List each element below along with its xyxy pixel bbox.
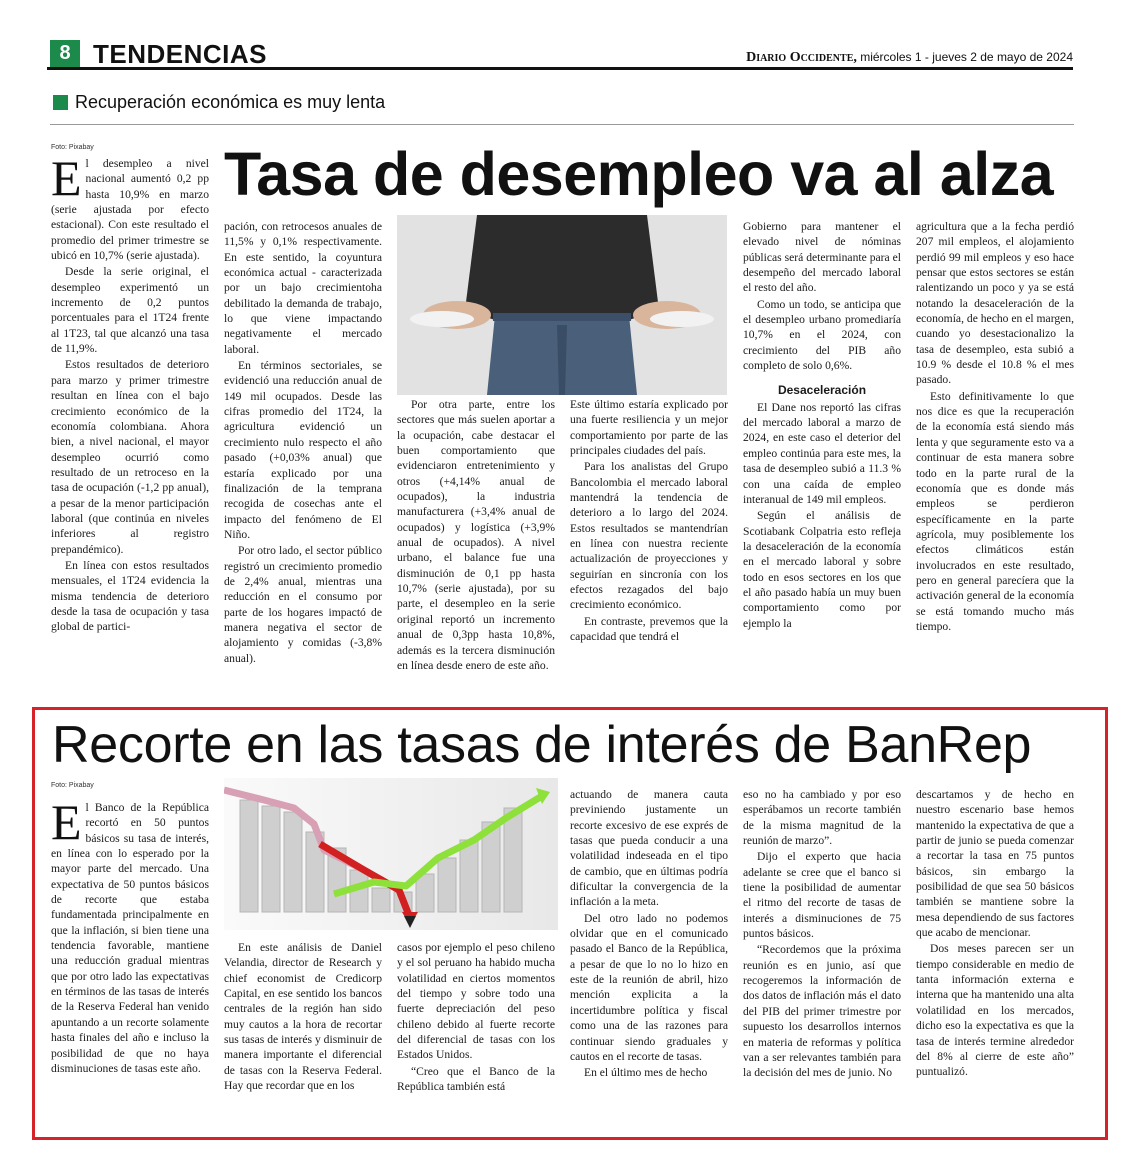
divider bbox=[50, 124, 1074, 125]
paragraph: eso no ha cambiado y por eso esperábamos un recorte también de la misma magnitud de la reunión de marzo”. bbox=[743, 788, 901, 848]
paragraph: Para los analistas del Grupo Bancolombia el mercado laboral mantendrá la tendencia de deterioro a lo largo del 2024. Estos resultados se mantendrían en línea con nuestra reciente actualización de proyecciones y seguirían en sincronía con los efectos rezagados del bajo crecimiento económico. bbox=[570, 460, 728, 612]
paragraph: Por otro lado, el sector público registró un crecimiento promedio de 2,4% anual, mientras una reducción en el consumo por parte de los hogares impactó de manera negativa el sector de alojamiento y comidas (-3,8% anual). bbox=[224, 544, 382, 665]
paragraph: Este último estaría explicado por una fuerte resiliencia y un mejor comportamiento por parte de las principales ciudades del país. bbox=[570, 398, 728, 458]
photo-illustration bbox=[397, 215, 727, 395]
paragraph: casos por ejemplo el peso chileno y el sol peruano ha habido mucha volatilidad en ciertos momentos del tiempo y sobre todo una fuerte depreciación del peso chileno debido al fuerte recorte del diferencial de tasas con los Estados Unidos. bbox=[397, 941, 555, 1062]
article-column-5 bbox=[743, 219, 901, 704]
paragraph: Gobierno para mantener el elevado nivel de nóminas públicas será determinante para el desempeño del mercado laboral el resto del año. bbox=[743, 220, 901, 295]
drop-cap: E bbox=[51, 800, 82, 850]
paragraph: En el último mes de hecho bbox=[584, 1066, 708, 1080]
falling-rising-arrow-chart-photo bbox=[224, 778, 558, 930]
paragraph: En contraste, prevemos que la capacidad que tendrá el bbox=[570, 614, 728, 644]
paragraph: Estos resultados de deterioro para marzo y primer trimestre resultan en línea con el bajo crecimiento económico de la economía colombiana. Ahora bien, a nivel nacional, el mayor desempleo ocurrió como resultado de un retroceso en la tasa de ocupación (-1,2 pp anual), a pesar de la menor participación laboral (que continúa en niveles inferiores al registro prepandémico). bbox=[51, 358, 209, 556]
photo-illustration bbox=[224, 778, 558, 930]
paragraph: Por otra parte, entre los sectores que más suelen aportar a la ocupación, cabe destacar el buen comportamiento que evidenciaron entretenimiento y otros (+4,14% anual de ocupados), la industria manufacturera (+3,4% anual de ocupados) y logística (+3,9% anual de ocupados). A nivel urbano, el balance fue una disminución de 0,1 pp hasta 10,7% (serie ajustada), por su parte, el desempleo en la serie original reportó un incremento anual de 0,3pp hasta 10,8%, además es la tercera disminución en línea desde enero de este año. bbox=[397, 398, 555, 672]
newspaper-name: Diario Occidente, bbox=[746, 50, 857, 65]
article-column-2 bbox=[224, 219, 382, 704]
article-column-3 bbox=[397, 397, 555, 704]
paragraph: actuando de manera cauta previniendo justamente un recorte excesivo de ese exprés de tasas que pueda conducir a una volatilidad indeseada en el tipo de cambio, que en últimas podría dificultar la convergencia de la inflación a la meta. bbox=[570, 788, 728, 909]
paragraph: Desde la serie original, el desempleo experimentó un incremento de 0,2 puntos porcentuales para el 1T24 frente al 1T23, tal que alcanzó una tasa de 11,9%. bbox=[51, 265, 209, 356]
photo-credit: Foto: Pixabay bbox=[51, 144, 94, 151]
paragraph: l Banco de la República recortó en 50 puntos básicos su tasa de interés, en línea con lo esperado por la mayor parte del mercado. Una expectativa de 50 puntos básicos de recorte que estaba fundamentada principalmente en que la inflación, si bien tiene una tendencia favorable, mantiene una reducción gradual mientras que por otro lado las expectativas en términos de las tasas de interés de la Reserva Federal han venido apuntando a un recorte solamente hasta finales del año e incluso la posibilidad de que no haya disminuciones de tasas este año. bbox=[51, 801, 209, 1075]
paragraph: descartamos y de hecho en nuestro escenario base hemos mantenido la expectativa de que a partir de junio se pueda comenzar a recortar la tasa en 75 puntos básicos, sin embargo la posibilidad de que sea 50 básicos también se mantiene sobre la mesa dependiendo de sus factores que acabo de mencionar. bbox=[916, 788, 1074, 940]
paragraph: pación, con retrocesos anuales de 11,5% y 0,1% respectivamente. En este sentido, la coyuntura económica actual - caracterizada por un bajo crecimientoha debilitado la demanda de trabajo, lo que viene impactando negativamente el mercado laboral. bbox=[224, 220, 382, 356]
article-column-2 bbox=[224, 940, 382, 1130]
paragraph: Según el análisis de Scotiabank Colpatria esto refleja la desaceleración de la economía en el mercado laboral y sobre todo en esos sectores en los que el año pasado había un muy buen comportamiento como por ejemplo la bbox=[743, 509, 901, 630]
drop-cap: E bbox=[51, 156, 82, 206]
article-column-5 bbox=[743, 787, 901, 1130]
paragraph: El Dane nos reportó las cifras del mercado laboral a marzo de 2024, en este caso el deterior del empleo continúa para este mes, la tasa de desempleo subió a 11.3 % con una caída de empleo interanual de 149 mil empleos. bbox=[743, 400, 901, 506]
page-number: 8 bbox=[50, 40, 80, 67]
subheader-text: Recuperación económica es muy lenta bbox=[75, 92, 386, 112]
paragraph: Dos meses parecen ser un tiempo considerable en medio de tanta información externa e interna que ha mantenido una alta volatilidad en los mercados, dicho eso la expectativa es que la tasa de interés termine alrededor del 8% al cierre de este año” puntualizó. bbox=[916, 942, 1074, 1079]
paragraph: En términos sectoriales, se evidenció una reducción anual de 149 mil ocupados. Desde las cifras promedio del 1T24, la agricultura evidenció un crecimiento nulo respecto el año pasado (+0,03% anual) que estaría explicado por una finalización de la temprana recogida de cosechas ante el impacto del fenómeno de El Niño. bbox=[224, 359, 382, 541]
paragraph: En línea con estos resultados mensuales, el 1T24 evidencia la misma tendencia de deterioro desde la tasa de ocupación y tasa global de partici- bbox=[51, 558, 209, 634]
article-column-6 bbox=[916, 787, 1074, 1130]
paragraph: En este análisis de Daniel Velandia, director de Research y chief economist de Credicorp Capital, en ese sentido los bancos centrales de la región han sido muy cautos a la hora de recortar sus tasas de interés y disminuir de manera importante el diferencial de tasas con la Reserva Federal. Hay que recordar que en los bbox=[224, 941, 382, 1093]
paragraph: “Recordemos que la próxima reunión es en junio, así que recogeremos la información de dos datos de inflación más el dato del PIB del primer trimestre por supuesto los desarrollos internos en materia de reformas y política van a ser relevantes también para la decisión del mes de junio. No bbox=[743, 943, 901, 1080]
section-title: TENDENCIAS bbox=[93, 39, 268, 69]
paragraph: agricultura que a la fecha perdió 207 mil empleos, el alojamiento perdió 99 mil empleos y eso hace pensar que estos sectores se están ralentizando un poco y ya se está notando la desaceleración de la economía, de hecho en el margen, cuando yo desestacionalizo la tasa de desempleo, esta subió a 10.9 % desde el 10.8 % el mes pasado. bbox=[916, 220, 1074, 387]
article-column-6 bbox=[916, 219, 1074, 704]
paragraph: Esto definitivamente lo que nos dice es que la recuperación de la economía está siendo más lenta y que seguramente esto va a continuar de esta manera sobre todo en la parte rural de la economía que es donde más empleos se perdieron específicamente en la parte agrícola, muy posiblemente los efectos climáticos están involucrados en este resultado, pero en general parecíera que la activación general de la economía se está tomando mucho más tiempo. bbox=[916, 389, 1074, 633]
article-column-4 bbox=[570, 397, 728, 704]
page-header bbox=[47, 40, 1073, 70]
article-column-1 bbox=[51, 156, 209, 704]
man-empty-pockets-photo bbox=[397, 215, 727, 395]
paragraph: Dijo el experto que hacia adelante se cree que el banco si tiene la posibilidad de aumentar el ritmo del recorte de tasas de interés a disminuciones de 75 puntos básicos. bbox=[743, 850, 901, 941]
photo-credit: Foto: Pixabay bbox=[51, 782, 94, 789]
article-headline: Tasa de desempleo va al alza bbox=[224, 140, 1054, 208]
article-column-1 bbox=[51, 800, 209, 1130]
paragraph: l desempleo a nivel nacional aumentó 0,2 pp hasta 10,9% en marzo (serie ajustada por efecto estacional). Con este resultado el promedio del primer trimestre se ubicó en 10,7% (serie ajustada). bbox=[51, 157, 209, 263]
issue-date: miércoles 1 - jueves 2 de mayo de 2024 bbox=[856, 50, 1073, 64]
green-square-icon bbox=[53, 95, 68, 110]
paragraph: Como un todo, se anticipa que el desempleo urbano promediaría 10,7% en el 2024, con crecimiento del PIB año completo de solo 0,6%. bbox=[743, 297, 901, 373]
article-column-4 bbox=[570, 787, 728, 1130]
article-column-3 bbox=[397, 940, 555, 1130]
dateline bbox=[746, 50, 1073, 66]
article-headline: Recorte en las tasas de interés de BanRep bbox=[52, 716, 1032, 774]
paragraph: Del otro lado no podemos olvidar que en el comunicado pasado el Banco de la República, a pesar de que lo no lo hizo en este de la reunión de abril, hizo mención explicita a la incertidumbre política y fiscal como una de las razones para continuar siendo graduales y cautos en el recorte de tasas. bbox=[570, 911, 728, 1063]
subheading: Desaceleración bbox=[777, 383, 867, 398]
paragraph: “Creo que el Banco de la República también está bbox=[397, 1064, 555, 1094]
